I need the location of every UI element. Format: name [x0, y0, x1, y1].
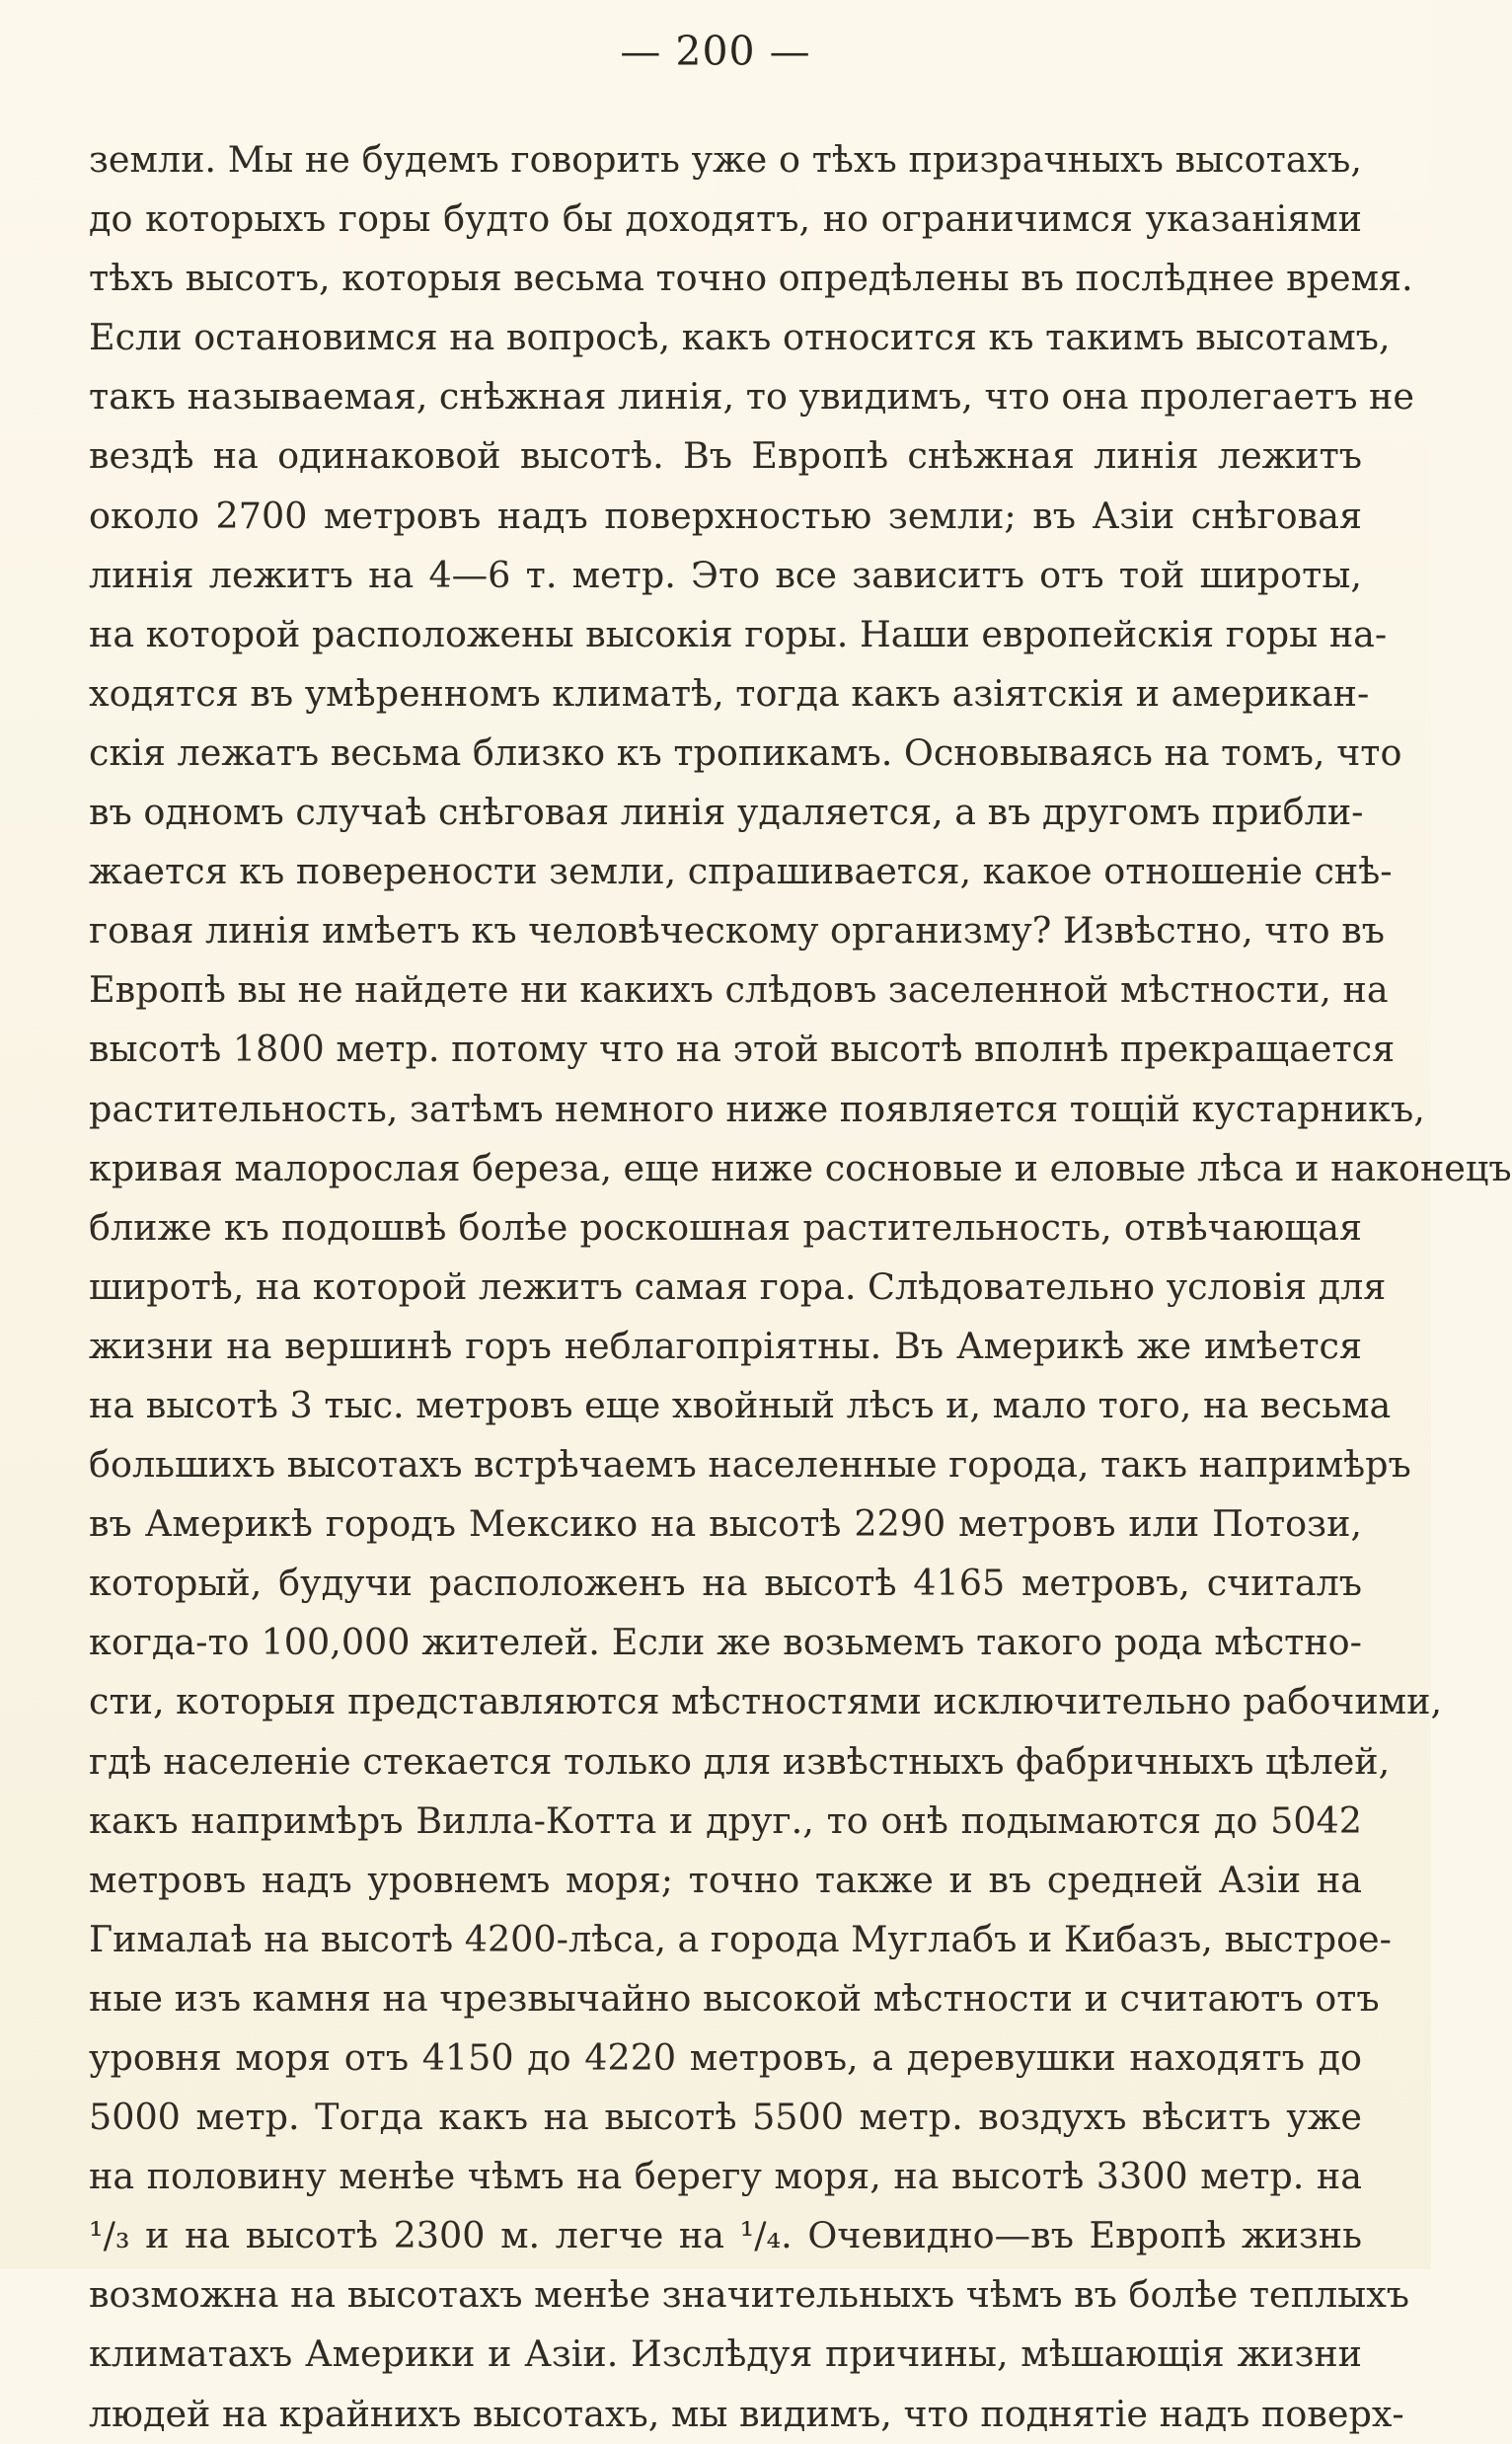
text-line: метровъ надъ уровнемъ моря; точно также и въ средней Азіи на: [89, 1858, 1362, 1901]
text-line: линія лежитъ на 4—6 т. метр. Это все зависитъ отъ той широты,: [89, 553, 1362, 596]
text-line: кривая малорослая береза, еще ниже сосновые и еловые лѣса и наконецъ: [89, 1146, 1512, 1189]
text-line: на высотѣ 3 тыс. метровъ еще хвойный лѣсъ и, мало того, на весьма: [89, 1383, 1392, 1426]
text-line: возможна на высотахъ менѣе значительныхъ чѣмъ въ болѣе теплыхъ: [89, 2273, 1410, 2317]
text-line: растительность, затѣмъ немного ниже появляется тощій кустарникъ,: [89, 1087, 1425, 1130]
text-line: скія лежатъ весьма близко къ тропикамъ. Основываясь на томъ, что: [89, 730, 1402, 774]
text-line: такъ называемая, снѣжная линія, то увидимъ, что она пролегаетъ не: [89, 375, 1414, 419]
text-line: ¹/₃ и на высотѣ 2300 м. легче на ¹/₄. Очевидно—въ Европѣ жизнь: [89, 2214, 1362, 2257]
text-line: на которой расположены высокія горы. Наши европейскія горы на-: [89, 612, 1388, 655]
text-line: большихъ высотахъ встрѣчаемъ населенные города, такъ напримѣръ: [89, 1443, 1411, 1487]
text-line: говая линія имѣетъ къ человѣческому организму? Извѣстно, что въ: [89, 909, 1385, 953]
text-line: тѣхъ высотъ, которыя весьма точно опредѣлены въ послѣднее время.: [89, 257, 1413, 300]
text-line: который, будучи расположенъ на высотѣ 4165 метровъ, считалъ: [89, 1562, 1362, 1605]
text-line: жается къ поверености земли, спрашивается, какое отношеніе снѣ-: [89, 850, 1393, 893]
text-line: ближе къ подошвѣ болѣе роскошная растительность, отвѣчающая: [89, 1205, 1362, 1249]
text-line: земли. Мы не будемъ говорить уже о тѣхъ призрачныхъ высотахъ,: [89, 138, 1362, 181]
text-line: жизни на вершинѣ горъ неблагопріятны. Въ Америкѣ же имѣется: [89, 1324, 1362, 1367]
page-number: — 200 —: [620, 28, 811, 75]
text-line: въ одномъ случаѣ снѣговая линія удаляется, а въ другомъ прибли-: [89, 791, 1364, 834]
text-line: когда-то 100,000 жителей. Если же возьмемъ такого рода мѣстно-: [89, 1621, 1362, 1664]
text-line: въ Америкѣ городъ Мексико на высотѣ 2290 метровъ или Потози,: [89, 1502, 1362, 1546]
text-line: уровня моря отъ 4150 до 4220 метровъ, а деревушки находятъ до: [89, 2036, 1362, 2079]
text-line: 5000 метр. Тогда какъ на высотѣ 5500 метр. воздухъ вѣситъ уже: [89, 2096, 1362, 2139]
text-line: около 2700 метровъ надъ поверхностью земли; въ Азіи снѣговая: [89, 494, 1362, 537]
text-line: высотѣ 1800 метр. потому что на этой высотѣ вполнѣ прекращается: [89, 1028, 1396, 1071]
text-line: какъ напримѣръ Вилла-Котта и друг., то онѣ подымаются до 5042: [89, 1798, 1362, 1842]
text-line: ные изъ камня на чрезвычайно высокой мѣстности и считаютъ отъ: [89, 1976, 1380, 2020]
text-line: сти, которыя представляются мѣстностями исключительно рабочими,: [89, 1680, 1443, 1723]
text-line: ходятся въ умѣренномъ климатѣ, тогда какъ азіятскія и американ-: [89, 671, 1370, 715]
text-line: людей на крайнихъ высотахъ, мы видимъ, что поднятіе надъ поверх-: [89, 2392, 1404, 2435]
text-line: Европѣ вы не найдете ни какихъ слѣдовъ заселенной мѣстности, на: [89, 968, 1389, 1012]
text-line: Если остановимся на вопросѣ, какъ относится къ такимъ высотамъ,: [89, 316, 1391, 359]
text-line: на половину менѣе чѣмъ на берегу моря, на высотѣ 3300 метр. на: [89, 2155, 1362, 2198]
text-line: широтѣ, на которой лежитъ самая гора. Слѣдовательно условія для: [89, 1264, 1387, 1308]
text-line: климатахъ Америки и Азіи. Изслѣдуя причины, мѣшающія жизни: [89, 2332, 1362, 2376]
text-line: вездѣ на одинаковой высотѣ. Въ Европѣ снѣжная линія лежитъ: [89, 434, 1362, 478]
text-line: до которыхъ горы будто бы доходятъ, но ограничимся указаніями: [89, 197, 1362, 241]
text-line: гдѣ населеніе стекается только для извѣстныхъ фабричныхъ цѣлей,: [89, 1739, 1391, 1783]
body-text: [89, 130, 1512, 2444]
text-line: Гималаѣ на высотѣ 4200-лѣса, а города Муглабъ и Кибазъ, выстрое-: [89, 1917, 1392, 1960]
